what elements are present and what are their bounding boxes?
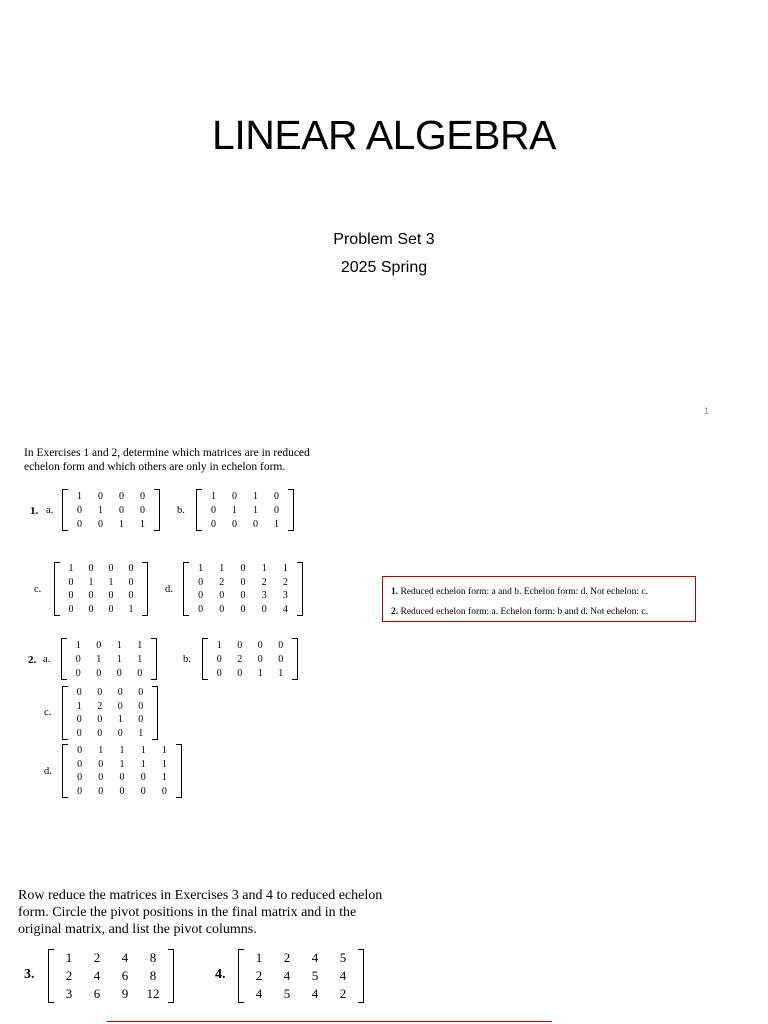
matrix-entry: 2 [255,968,263,983]
matrix-entry: 0 [219,590,225,602]
matrix-entry: 0 [117,700,123,712]
matrix-entry: 0 [128,563,134,575]
matrix-entry: 8 [149,950,157,965]
matrix-entry: 1 [274,518,279,530]
answer-line-1 [391,582,687,602]
matrix-entry: 1 [255,950,263,965]
matrix-entry: 8 [149,968,157,983]
matrix-entry: 0 [232,518,237,530]
bracket-tick [288,530,293,531]
matrix-entry: 0 [76,727,82,739]
matrix-entry: 0 [140,772,146,784]
matrix-entry: 1 [88,576,94,588]
bracket-tick [63,489,68,490]
matrix-entry: 1 [161,772,167,784]
bracket-tick [168,1002,173,1003]
matrix-entry: 1 [119,745,125,757]
matrix-grid [49,949,173,1003]
matrix-entry: 2 [283,950,291,965]
bracket-tick [297,615,302,616]
answer-box [382,576,696,622]
matrix-entry: 0 [77,518,82,530]
matrix-entry: 1 [161,745,167,757]
matrix-entry: 1 [76,700,82,712]
matrix-entry: 2 [237,653,243,665]
ex1-number: 1. [30,505,39,517]
bracket-tick [63,686,68,687]
matrix-entry: 0 [77,785,83,797]
matrix-entry: 4 [255,986,263,1001]
bracket-tick [142,562,147,563]
matrix-entry: 1 [282,563,288,575]
matrix-entry: 0 [117,727,123,739]
matrix-entry: 0 [77,758,83,770]
red-divider [107,1021,552,1022]
matrix-entry: 0 [97,714,103,726]
bracket-tick [151,679,156,680]
matrix-entry: 1 [137,639,143,651]
matrix-grid [55,562,147,616]
matrix-entry: 0 [68,576,74,588]
page-title: LINEAR ALGEBRA [212,112,556,158]
matrix-entry: 1 [96,653,102,665]
matrix-entry: 0 [140,490,145,502]
ex4-number: 4. [215,967,226,982]
page-number: 1 [704,406,710,416]
ex1a-matrix [62,489,160,531]
matrix-entry: 0 [88,590,94,602]
section2-intro: Row reduce the matrices in Exercises 3 and 4 to reduced echelon form. Circle the pivot positions in the final matrix and in the original matrix, and list the pivot columns. [18,888,383,937]
matrix-entry: 0 [68,603,74,615]
ex2c-matrix [62,686,158,740]
ex3-matrix [48,949,174,1003]
matrix-entry: 0 [117,687,123,699]
matrix-entry: 0 [274,504,279,516]
ex2b-matrix [202,638,298,680]
matrix-entry: 0 [98,490,103,502]
matrix-entry: 1 [77,490,82,502]
bracket-tick [239,1002,244,1003]
ex1a-label: a. [46,505,54,516]
matrix-entry: 1 [198,563,204,575]
matrix-entry: 0 [88,603,94,615]
ex2a-label: a. [43,654,51,665]
matrix-entry: 0 [211,504,216,516]
matrix-entry: 0 [75,667,81,679]
ex1d-label: d. [165,584,173,595]
matrix-entry: 0 [216,653,222,665]
bracket-tick [292,638,297,639]
matrix-entry: 0 [96,639,102,651]
matrix-entry: 0 [237,639,243,651]
ex3-number: 3. [24,967,35,982]
matrix-entry: 0 [119,772,125,784]
matrix-entry: 2 [339,986,347,1001]
matrix-entry: 0 [128,576,134,588]
matrix-entry: 0 [240,590,246,602]
matrix-entry: 1 [75,639,81,651]
matrix-entry: 0 [96,667,102,679]
matrix-entry: 0 [240,576,246,588]
matrix-entry: 0 [119,490,124,502]
bracket-tick [63,744,68,745]
bracket-tick [358,949,363,950]
bracket-tick [63,739,68,740]
matrix-entry: 1 [119,518,124,530]
ex2c-label: c. [44,707,52,718]
bracket-tick [142,615,147,616]
bracket-tick [203,638,208,639]
matrix-entry: 0 [198,576,204,588]
matrix-entry: 0 [88,563,94,575]
matrix-entry: 0 [140,504,145,516]
matrix-entry: 4 [93,968,101,983]
matrix-entry: 4 [282,603,288,615]
matrix-entry: 1 [116,639,122,651]
matrix-entry: 0 [261,603,267,615]
matrix-entry: 1 [117,714,123,726]
answer-line-2 [391,602,687,622]
matrix-entry: 0 [198,590,204,602]
matrix-entry: 5 [283,986,291,1001]
matrix-entry: 0 [116,667,122,679]
matrix-entry: 1 [232,504,237,516]
matrix-entry: 2 [282,576,288,588]
matrix-entry: 3 [65,986,73,1001]
matrix-entry: 1 [98,745,104,757]
ex2d-matrix [62,744,182,798]
term-label: 2025 Spring [340,259,428,276]
matrix-grid [63,744,181,798]
matrix-entry: 0 [278,653,284,665]
matrix-entry: 0 [257,639,263,651]
matrix-entry: 0 [108,590,114,602]
matrix-entry: 1 [138,727,144,739]
bracket-tick [176,744,181,745]
answer-2-number: 2. [391,607,399,617]
matrix-grid [239,949,363,1003]
matrix-entry: 1 [219,563,225,575]
bracket-tick [184,615,189,616]
matrix-entry: 4 [121,950,129,965]
matrix-entry: 4 [311,950,319,965]
matrix-entry: 0 [98,758,104,770]
matrix-entry: 0 [138,700,144,712]
matrix-entry: 1 [261,563,267,575]
matrix-entry: 0 [108,563,114,575]
ex2b-label: b. [183,654,191,665]
matrix-entry: 0 [274,490,279,502]
matrix-entry: 0 [68,590,74,602]
matrix-entry: 3 [261,590,267,602]
matrix-grid [184,562,302,616]
matrix-entry: 0 [253,518,258,530]
answer-1-number: 1. [391,587,399,597]
bracket-tick [154,530,159,531]
bracket-tick [288,489,293,490]
matrix-entry: 4 [311,986,319,1001]
matrix-entry: 0 [140,785,146,797]
bracket-tick [184,562,189,563]
matrix-entry: 0 [278,639,284,651]
matrix-entry: 9 [121,986,129,1001]
matrix-entry: 1 [253,490,258,502]
bracket-tick [63,797,68,798]
matrix-grid [63,686,157,740]
matrix-entry: 0 [219,603,225,615]
bracket-tick [239,949,244,950]
matrix-entry: 0 [237,667,243,679]
matrix-entry: 1 [119,758,125,770]
bracket-tick [297,562,302,563]
matrix-entry: 1 [161,758,167,770]
matrix-entry: 0 [119,785,125,797]
matrix-entry: 0 [240,563,246,575]
bracket-tick [49,1002,54,1003]
matrix-entry: 0 [257,653,263,665]
matrix-entry: 4 [339,968,347,983]
ex1b-label: b. [177,505,185,516]
ex1b-matrix [196,489,294,531]
bracket-tick [168,949,173,950]
matrix-entry: 0 [76,687,82,699]
matrix-entry: 0 [211,518,216,530]
matrix-grid [63,489,159,531]
bracket-tick [49,949,54,950]
matrix-entry: 1 [253,504,258,516]
matrix-entry: 0 [240,603,246,615]
matrix-entry: 0 [161,785,167,797]
matrix-entry: 0 [216,667,222,679]
matrix-entry: 5 [339,950,347,965]
matrix-entry: 3 [282,590,288,602]
matrix-entry: 1 [108,576,114,588]
bracket-tick [63,530,68,531]
matrix-entry: 0 [77,504,82,516]
matrix-entry: 2 [65,968,73,983]
bracket-tick [203,679,208,680]
bracket-tick [358,1002,363,1003]
bracket-tick [62,638,67,639]
bracket-tick [152,739,157,740]
matrix-entry: 4 [283,968,291,983]
matrix-entry: 1 [257,667,263,679]
ex2-number: 2. [28,654,37,666]
ex1c-matrix [54,562,148,616]
matrix-entry: 0 [75,653,81,665]
ex1d-matrix [183,562,303,616]
bracket-tick [55,615,60,616]
ex2d-label: d. [44,766,52,777]
bracket-tick [62,679,67,680]
problem-set-label: Problem Set 3 [333,231,435,248]
matrix-entry: 2 [219,576,225,588]
matrix-entry: 0 [138,714,144,726]
matrix-entry: 0 [198,603,204,615]
matrix-entry: 1 [140,518,145,530]
matrix-entry: 0 [119,504,124,516]
matrix-grid [62,638,156,680]
bracket-tick [197,530,202,531]
matrix-entry: 1 [128,603,134,615]
matrix-entry: 0 [97,687,103,699]
matrix-entry: 0 [128,590,134,602]
bracket-tick [292,679,297,680]
matrix-entry: 0 [77,745,83,757]
matrix-entry: 1 [211,490,216,502]
matrix-entry: 0 [98,772,104,784]
matrix-entry: 0 [98,518,103,530]
answer-2-text: Reduced echelon form: a. Echelon form: b and d. Not echelon: c. [400,607,648,617]
matrix-entry: 1 [137,653,143,665]
matrix-entry: 2 [97,700,103,712]
ex4-matrix [238,949,364,1003]
bracket-tick [197,489,202,490]
matrix-entry: 1 [98,504,103,516]
matrix-entry: 1 [140,745,146,757]
matrix-entry: 2 [261,576,267,588]
ex1c-label: c. [34,584,42,595]
matrix-entry: 0 [108,603,114,615]
answer-1-text: Reduced echelon form: a and b. Echelon form: d. Not echelon: c. [400,587,648,597]
matrix-entry: 1 [116,653,122,665]
matrix-entry: 1 [216,639,222,651]
matrix-entry: 0 [138,687,144,699]
section1-intro: In Exercises 1 and 2, determine which matrices are in reduced echelon form and which others are only in echelon form. [24,447,310,473]
matrix-entry: 0 [97,727,103,739]
bracket-tick [154,489,159,490]
bracket-tick [176,797,181,798]
bracket-tick [152,686,157,687]
matrix-entry: 6 [93,986,101,1001]
matrix-entry: 0 [98,785,104,797]
matrix-entry: 1 [140,758,146,770]
matrix-entry: 0 [137,667,143,679]
matrix-entry: 1 [65,950,73,965]
matrix-entry: 0 [76,714,82,726]
matrix-grid [203,638,297,680]
matrix-entry: 0 [77,772,83,784]
matrix-entry: 1 [68,563,74,575]
matrix-entry: 0 [232,490,237,502]
matrix-entry: 12 [146,986,160,1001]
matrix-entry: 2 [93,950,101,965]
bracket-tick [151,638,156,639]
bracket-tick [55,562,60,563]
matrix-grid [197,489,293,531]
matrix-entry: 1 [278,667,284,679]
matrix-entry: 6 [121,968,129,983]
ex2a-matrix [61,638,157,680]
matrix-entry: 5 [311,968,319,983]
